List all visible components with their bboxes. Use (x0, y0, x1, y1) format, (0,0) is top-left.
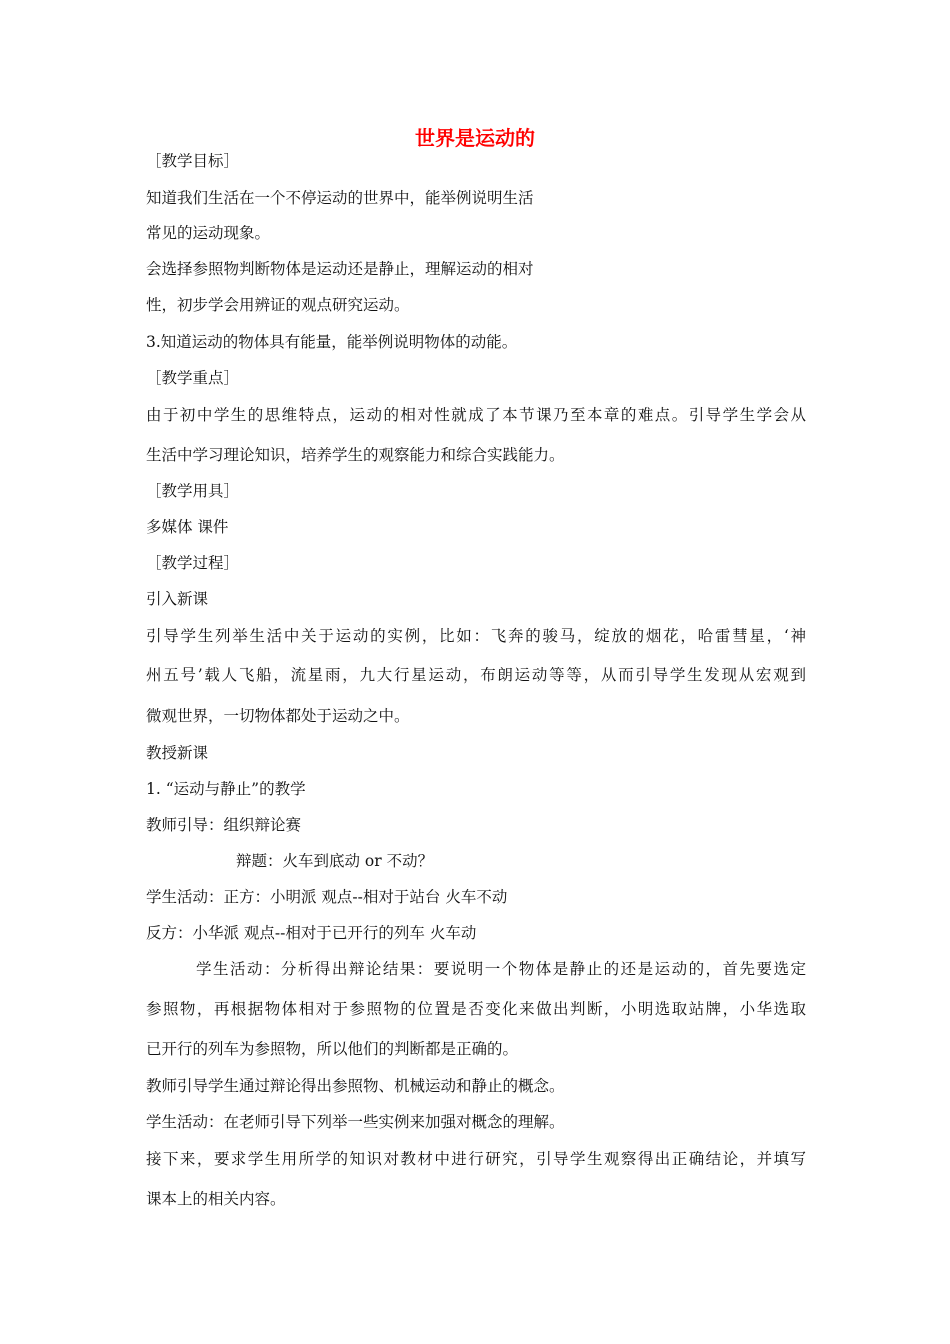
section-heading-objectives: ［教学目标］ (146, 152, 240, 170)
text-line: 学生活动：正方：小明派 观点--相对于站台 火车不动 (146, 888, 508, 906)
text-line: 学生活动：在老师引导下列举一些实例来加强对概念的理解。 (146, 1113, 565, 1131)
text-line: 接下来，要求学生用所学的知识对教材中进行研究，引导学生观察得出正确结论，并填写 (146, 1150, 806, 1168)
text-line: 辩题：火车到底动 or 不动？ (236, 852, 434, 870)
text-line: 已开行的列车为参照物，所以他们的判断都是正确的。 (146, 1040, 519, 1058)
text-line: 教师引导：组织辩论赛 (146, 816, 302, 834)
section-heading-tools: ［教学用具］ (146, 482, 240, 500)
text-line: 参照物，再根据物体相对于参照物的位置是否变化来做出判断，小明选取站牌，小华选取 (146, 1000, 806, 1018)
text-line: 1. “运动与静止”的教学 (146, 780, 306, 798)
text-line: 多媒体 课件 (146, 518, 229, 536)
text-line: 引导学生列举生活中关于运动的实例，比如：飞奔的骏马，绽放的烟花，哈雷彗星，‘神 (146, 627, 806, 645)
text-line: 3.知道运动的物体具有能量，能举例说明物体的动能。 (146, 333, 518, 351)
page-title: 世界是运动的 (415, 126, 535, 150)
text-line: 知道我们生活在一个不停运动的世界中，能举例说明生活 (146, 189, 534, 207)
text-line: 学生活动：分析得出辩论结果：要说明一个物体是静止的还是运动的，首先要选定 (196, 960, 806, 978)
section-heading-keypoints: ［教学重点］ (146, 369, 240, 387)
text-line: 生活中学习理论知识，培养学生的观察能力和综合实践能力。 (146, 446, 565, 464)
text-line: 会选择参照物判断物体是运动还是静止，理解运动的相对 (146, 260, 534, 278)
text-line: 常见的运动现象。 (146, 224, 271, 242)
subsection-heading: 引入新课 (146, 590, 209, 608)
text-line: 课本上的相关内容。 (146, 1190, 286, 1208)
text-line: 反方：小华派 观点--相对于已开行的列车 火车动 (146, 924, 477, 942)
section-heading-process: ［教学过程］ (146, 554, 240, 572)
text-line: 性，初步学会用辨证的观点研究运动。 (146, 296, 410, 314)
text-line: 微观世界，一切物体都处于运动之中。 (146, 707, 410, 725)
text-line: 教师引导学生通过辩论得出参照物、机械运动和静止的概念。 (146, 1077, 565, 1095)
subsection-heading: 教授新课 (146, 744, 209, 762)
text-line: 由于初中学生的思维特点，运动的相对性就成了本节课乃至本章的难点。引导学生学会从 (146, 406, 806, 424)
text-line: 州五号’载人飞船，流星雨，九大行星运动，布朗运动等等，从而引导学生发现从宏观到 (146, 666, 806, 684)
